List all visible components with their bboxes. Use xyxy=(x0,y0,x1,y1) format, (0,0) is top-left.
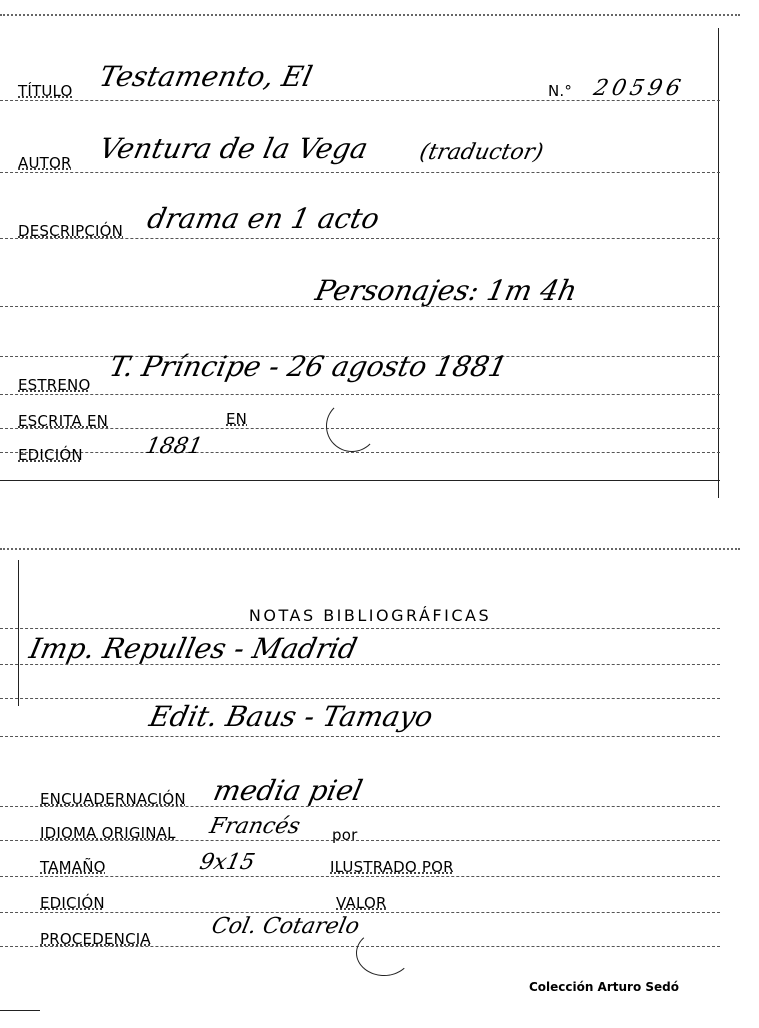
edicion-value: 1881 xyxy=(143,434,205,459)
rule-autor xyxy=(0,172,720,173)
procedencia-label: PROCEDENCIA xyxy=(40,930,151,948)
edicion-b-label: EDICIÓN xyxy=(40,894,105,912)
punch-hole-mark-2 xyxy=(356,930,412,976)
rule-notes-4 xyxy=(0,736,720,737)
catalog-card-notes xyxy=(0,548,740,980)
valor-label: VALOR xyxy=(336,894,387,912)
edicion-label: EDICIÓN xyxy=(18,446,83,464)
corner-rule xyxy=(0,1010,40,1011)
en-label: EN xyxy=(226,410,248,428)
idioma-value: Francés xyxy=(207,814,303,839)
card-left-border xyxy=(18,560,19,706)
autor-label: AUTOR xyxy=(18,154,72,172)
escrita-en-label: ESCRITA EN xyxy=(18,412,109,430)
encuadernacion-label: ENCUADERNACIÓN xyxy=(40,790,186,808)
rule-edicion-b xyxy=(0,912,720,913)
tamano-label: TAMAÑO xyxy=(40,858,106,876)
note-line-1: Imp. Repulles - Madrid xyxy=(26,632,361,665)
rule-edicion xyxy=(0,452,720,453)
estreno-label: ESTRENO xyxy=(18,376,91,394)
estreno-value: T. Príncipe - 26 agosto 1881 xyxy=(106,350,511,383)
rule-estreno xyxy=(0,394,720,395)
idioma-label: IDIOMA ORIGINAL xyxy=(40,824,176,842)
encuadernacion-value: media piel xyxy=(210,774,366,807)
descripcion-label: DESCRIPCIÓN xyxy=(18,222,124,240)
descripcion-value: drama en 1 acto xyxy=(144,202,383,235)
tamano-value: 9x15 xyxy=(197,850,258,875)
rule-notes-2 xyxy=(0,664,720,665)
por-label: por xyxy=(332,826,358,844)
note-line-2: Edit. Baus - Tamayo xyxy=(146,700,436,733)
rule-bottom-edge xyxy=(0,480,720,481)
catalog-card-main xyxy=(0,14,740,496)
punch-hole-mark xyxy=(326,400,378,452)
collection-footer: Colección Arturo Sedó xyxy=(528,980,679,994)
rule-notes-1 xyxy=(0,628,720,629)
rule-tamano xyxy=(0,876,720,877)
autor-value: Ventura de la Vega xyxy=(96,132,371,165)
numero-value: 20596 xyxy=(591,76,687,101)
numero-label: N.° xyxy=(548,82,573,100)
procedencia-value: Col. Cotarelo xyxy=(209,914,362,939)
notas-heading: NOTAS BIBLIOGRÁFICAS xyxy=(248,606,492,625)
ilustrado-label: ILUSTRADO POR xyxy=(330,858,454,876)
personajes-value: Personajes: 1m 4h xyxy=(312,274,581,307)
titulo-label: TÍTULO xyxy=(18,82,73,100)
rule-notes-3 xyxy=(0,698,720,699)
autor-note: (traductor) xyxy=(417,140,546,165)
titulo-value: Testamento, El xyxy=(96,60,316,93)
